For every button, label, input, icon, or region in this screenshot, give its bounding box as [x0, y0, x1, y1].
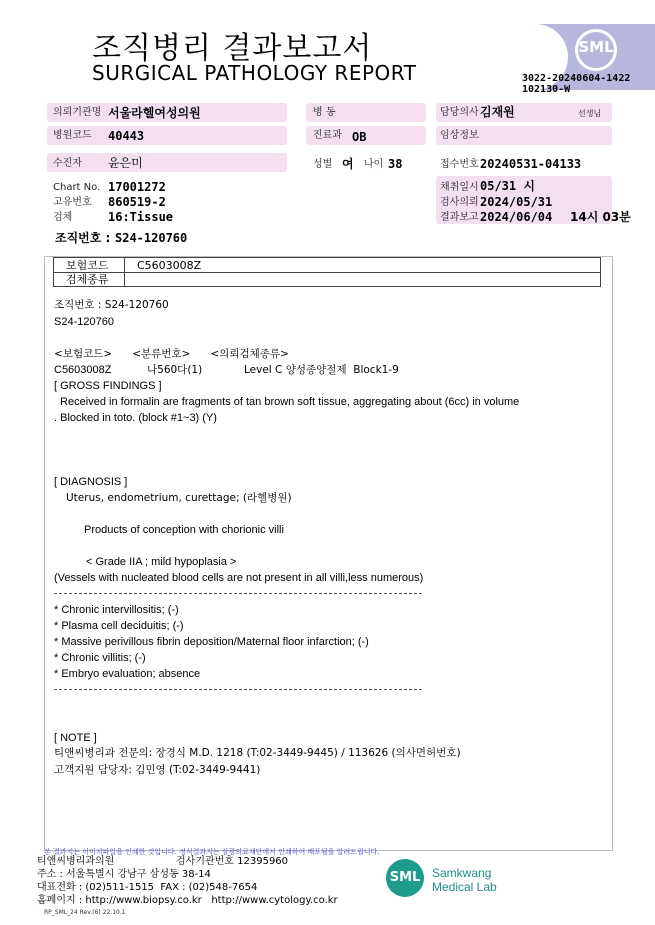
divider-top — [54, 593, 422, 594]
report-title-english: SURGICAL PATHOLOGY REPORT — [92, 61, 417, 85]
footer-phone: 대표전화 : (02)511-1515 FAX : (02)548-7654 — [37, 882, 258, 893]
age-value: 38 — [388, 157, 403, 171]
doctor-suffix: 선생님 — [578, 109, 602, 118]
doctor-value: 김재원 — [480, 105, 515, 119]
unique-value: 860519-2 — [108, 195, 166, 209]
footer-website: 홈페이지 : http://www.biopsy.co.kr http://www.cytology.co.kr — [37, 895, 338, 906]
specimen-value: 16:Tissue — [108, 210, 174, 224]
report-body-box — [44, 256, 613, 851]
request-value: 2024/05/31 — [480, 195, 553, 209]
tissue-number-value: S24-120760 — [115, 231, 188, 245]
result-time-value: 14시 03분 — [570, 210, 631, 224]
gross-findings-line-1: Received in formalin are fragments of tan brown soft tissue, aggregating about (6cc) in volume — [54, 396, 520, 408]
dept-value: OB — [352, 130, 367, 144]
report-title-korean: 조직병리 결과보고서 — [92, 31, 373, 66]
sml-logo-text: SML — [578, 38, 614, 56]
gross-findings-line-2: . Blocked in toto. (block #1~3) (Y) — [54, 412, 217, 424]
institution-value: 서울라헬여성의원 — [108, 106, 201, 120]
report-code-line-1: 3022-20240604-1422 — [522, 73, 631, 84]
insurance-code-value: C5603008Z — [137, 259, 202, 272]
age-label: 나이 — [364, 159, 384, 170]
report-code-line-2: 102130-W — [522, 84, 571, 95]
samkwang-logo-text: SML — [389, 870, 421, 885]
finding-item: * Embryo evaluation; absence — [54, 668, 201, 680]
specimen-label: 검체 — [53, 212, 73, 223]
gross-findings-title: [ GROSS FINDINGS ] — [54, 380, 162, 392]
diagnosis-line-2: Products of conception with chorionic villi — [84, 524, 284, 536]
receipt-label: 접수번호 — [440, 159, 479, 170]
note-line-2: 고객지원 담당자: 김민영 (T:02-3449-9441) — [54, 764, 261, 776]
result-label: 결과보고 — [440, 212, 479, 223]
finding-item: * Plasma cell deciduitis; (-) — [54, 620, 184, 632]
sex-value: 여 — [342, 157, 354, 171]
result-date-value: 2024/06/04 — [480, 210, 553, 224]
finding-item: * Chronic intervillositis; (-) — [54, 604, 179, 616]
ward-label: 병 동 — [313, 107, 336, 118]
note-line-1: 티앤씨병리과 전문의: 장경식 M.D. 1218 (T:02-3449-9445) / 113626 (의사면허번호) — [54, 747, 461, 759]
unique-label: 고유번호 — [53, 197, 92, 208]
insurance-code-table — [53, 257, 601, 287]
finding-item: * Chronic villitis; (-) — [54, 652, 146, 664]
divider-bottom — [54, 689, 422, 690]
doctor-label: 담당의사 — [440, 107, 479, 118]
footer-notice: 본 결과지는 이미지파일을 인쇄한 것입니다. 정식결과지는 삼광의료재단에서 인쇄하여 배포됨을 알려드립니다. — [44, 848, 380, 856]
footer-address: 주소 : 서울특별시 강남구 삼성동 38-14 — [37, 869, 211, 880]
footer-institution-number: 검사기관번호 12395960 — [176, 856, 289, 867]
body-tissue-line-2: S24-120760 — [54, 316, 114, 328]
hospital-code-label: 병원코드 — [53, 130, 92, 141]
samkwang-name-line-1: Samkwang — [432, 866, 492, 880]
body-tissue-line: 조직번호 : S24-120760 — [54, 299, 169, 311]
body-code-specimen: Level C 양성종양절제 Block1-9 — [244, 364, 399, 376]
receipt-value: 20240531-04133 — [480, 157, 582, 171]
patient-field-bg — [47, 153, 287, 172]
body-code-headers: <보험코드> <분류번호> <의뢰검체종류> — [54, 348, 289, 360]
patient-value: 윤은미 — [108, 156, 143, 170]
diagnosis-title: [ DIAGNOSIS ] — [54, 476, 128, 488]
collect-value: 05/31 시 — [480, 179, 535, 193]
body-code-class: 나560다(1) — [147, 364, 203, 376]
chart-label: Chart No. — [53, 182, 101, 193]
form-revision: RP_SML_24 Rev.(6) 22.10.1 — [44, 909, 126, 916]
finding-item: * Massive perivillous fibrin deposition/Maternal floor infarction; (-) — [54, 636, 369, 648]
clinical-label: 임상정보 — [440, 130, 479, 141]
institution-label: 의뢰기관명 — [53, 107, 102, 118]
samkwang-name-line-2: Medical Lab — [432, 880, 497, 894]
diagnosis-line-4: (Vessels with nucleated blood cells are not present in all villi,less numerous) — [54, 572, 424, 584]
diagnosis-line-1: Uterus, endometrium, curettage; (라헬병원) — [66, 492, 292, 504]
tissue-number-label: 조직번호 : — [55, 231, 111, 245]
body-code-insurance: C5603008Z — [54, 364, 112, 376]
dept-label: 진료과 — [313, 130, 342, 141]
request-label: 검사의뢰 — [440, 197, 479, 208]
collect-label: 채취일시 — [440, 182, 479, 193]
sex-label: 성별 — [313, 159, 333, 170]
chart-value: 17001272 — [108, 180, 166, 194]
specimen-type-label: 검체종류 — [66, 273, 109, 286]
diagnosis-line-3: < Grade IIA ; mild hypoplasia > — [86, 556, 237, 568]
note-title: [ NOTE ] — [54, 732, 97, 744]
insurance-code-label: 보험코드 — [66, 259, 109, 272]
hospital-code-value: 40443 — [108, 129, 145, 143]
patient-label: 수진자 — [53, 158, 82, 169]
footer-lab-name: 티앤씨병리과의원 — [37, 856, 115, 867]
